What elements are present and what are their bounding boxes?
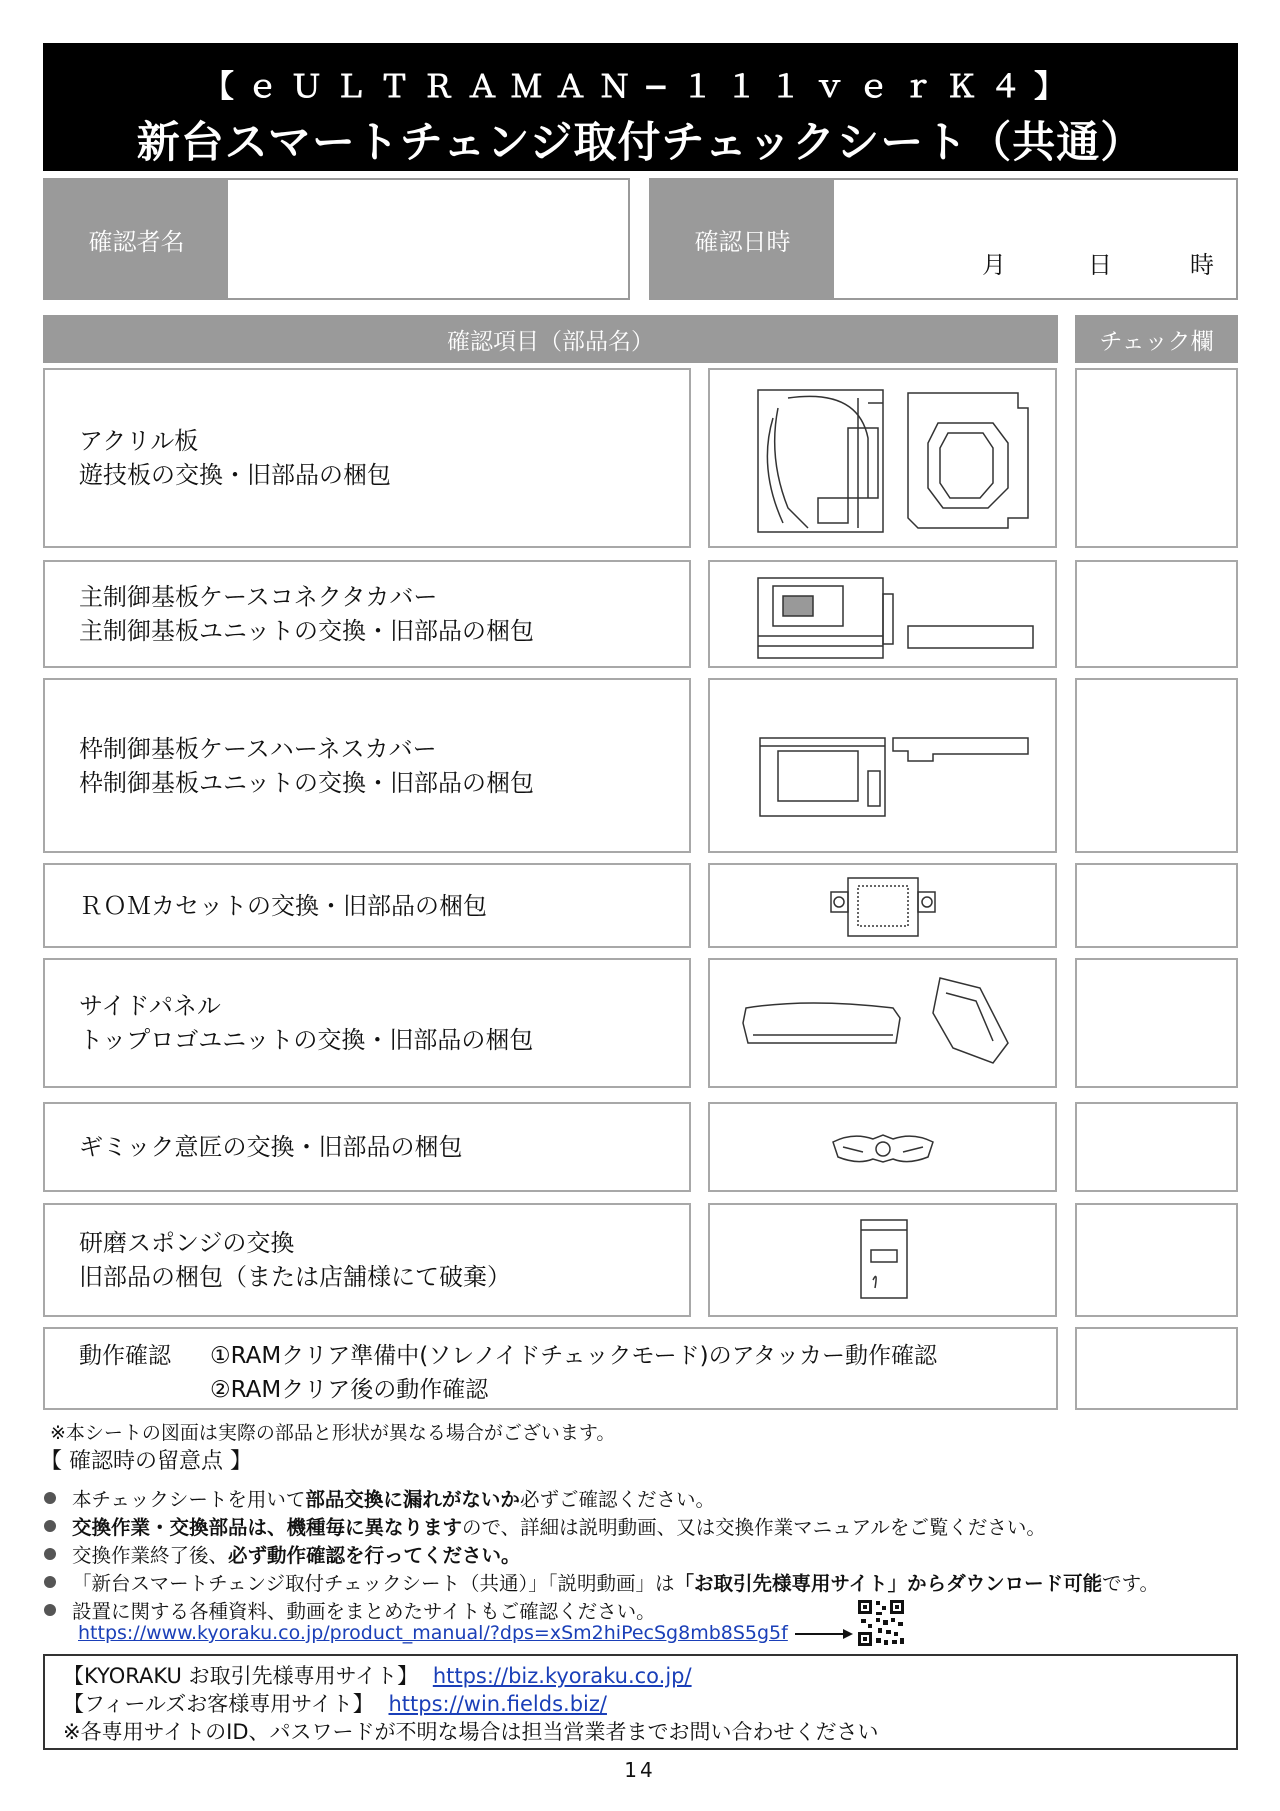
checker-name-label: 確認者名 bbox=[45, 180, 228, 298]
checkbox-cell[interactable] bbox=[1075, 368, 1238, 548]
checkbox-cell[interactable] bbox=[1075, 678, 1238, 853]
part-illustration-cell bbox=[708, 678, 1057, 853]
checkbox-cell[interactable] bbox=[1075, 958, 1238, 1088]
item-name: ギミック意匠の交換・旧部品の梱包 bbox=[79, 1133, 463, 1161]
check-date-box bbox=[649, 178, 1238, 300]
fields-site-line bbox=[63, 1690, 1236, 1718]
item-action: 主制御基板ユニットの交換・旧部品の梱包 bbox=[79, 617, 535, 645]
kyoraku-site-link[interactable]: https://biz.kyoraku.co.jp/ bbox=[432, 1664, 692, 1688]
gimmick-illustration bbox=[823, 1117, 943, 1177]
bullet-icon bbox=[44, 1520, 56, 1532]
dealer-sites-box bbox=[43, 1654, 1238, 1750]
note-item: 本チェックシートを用いて 部品交換に漏れがないか 必ずご確認ください。 bbox=[44, 1484, 715, 1512]
frame-board-illustration bbox=[718, 686, 1048, 846]
bullet-icon bbox=[44, 1604, 56, 1616]
arrow-right-icon bbox=[795, 1627, 855, 1641]
checkbox-cell[interactable] bbox=[1075, 560, 1238, 668]
bullet-icon bbox=[44, 1548, 56, 1560]
operation-check-row bbox=[43, 1327, 1058, 1410]
check-item-row bbox=[43, 368, 691, 548]
main-board-illustration bbox=[718, 566, 1048, 662]
item-action: 旧部品の梱包（または店舗様にて破棄） bbox=[79, 1263, 511, 1291]
day-label: 日 bbox=[1088, 251, 1112, 279]
item-name: ＲＯＭカセットの交換・旧部品の梱包 bbox=[79, 891, 487, 920]
check-item-row bbox=[43, 958, 691, 1088]
sponge-bag-illustration bbox=[843, 1210, 923, 1310]
check-item-row bbox=[43, 560, 691, 668]
check-column-header: チェック欄 bbox=[1075, 315, 1238, 363]
manual-url-link[interactable]: https://www.kyoraku.co.jp/product_manual/?dps=xSm2hiPecSg8mb8S5g5f bbox=[78, 1622, 788, 1644]
checkbox-cell[interactable] bbox=[1075, 863, 1238, 948]
rom-cassette-illustration bbox=[823, 870, 943, 942]
bullet-icon bbox=[44, 1576, 56, 1588]
fields-site-label: 【フィールズお客様専用サイト】 bbox=[63, 1692, 374, 1716]
checkbox-cell[interactable] bbox=[1075, 1203, 1238, 1317]
checker-name-field[interactable] bbox=[228, 180, 628, 298]
month-label: 月 bbox=[982, 251, 1006, 279]
part-illustration-cell bbox=[708, 368, 1057, 548]
check-item-row bbox=[43, 1102, 691, 1192]
model-subtitle: 【ｅＵＬＴＲＡＭＡＮ−１１１ｖｅｒＫ４】 bbox=[203, 69, 1078, 105]
site-credentials-note: ※各専用サイトのID、パスワードが不明な場合は担当営業者までお問い合わせください bbox=[63, 1720, 879, 1744]
part-illustration-cell bbox=[708, 560, 1057, 668]
note-item: 交換作業・交換部品は、機種毎に異なります ので、詳細は説明動画、又は交換作業マニュアルをご覧ください。 bbox=[44, 1512, 1046, 1540]
operation-check-item-1: ①RAMクリア準備中(ソレノイドチェックモード)のアタッカー動作確認 bbox=[210, 1343, 937, 1369]
part-illustration-cell bbox=[708, 1102, 1057, 1192]
note-item: 交換作業終了後、 必ず動作確認を行ってください。 bbox=[44, 1540, 521, 1568]
side-panel-illustration bbox=[718, 963, 1048, 1083]
kyoraku-site-line bbox=[63, 1662, 1236, 1690]
kyoraku-site-label: 【KYORAKU お取引先様専用サイト】 bbox=[63, 1664, 419, 1688]
item-name: アクリル板 bbox=[79, 427, 199, 455]
checker-name-box bbox=[43, 178, 630, 300]
notes-heading: 【 確認時の留意点 】 bbox=[40, 1449, 252, 1474]
check-date-field[interactable] bbox=[834, 180, 1236, 298]
item-name: サイドパネル bbox=[79, 992, 221, 1020]
check-item-row bbox=[43, 678, 691, 853]
item-action: 枠制御基板ユニットの交換・旧部品の梱包 bbox=[79, 768, 535, 797]
disclaimer: ※本シートの図面は実際の部品と形状が異なる場合がございます。 bbox=[50, 1422, 616, 1444]
part-illustration-cell bbox=[708, 863, 1057, 948]
item-action: トップロゴユニットの交換・旧部品の梱包 bbox=[79, 1026, 534, 1054]
bullet-icon bbox=[44, 1492, 56, 1504]
items-column-header: 確認項目（部品名） bbox=[43, 315, 1058, 363]
part-illustration-cell bbox=[708, 958, 1057, 1088]
page-title: 新台スマートチェンジ取付チェックシート（共通） bbox=[136, 118, 1145, 168]
item-name: 枠制御基板ケースハーネスカバー bbox=[79, 734, 437, 763]
item-name: 研磨スポンジの交換 bbox=[79, 1229, 295, 1257]
check-item-row bbox=[43, 863, 691, 948]
operation-check-item-2: ②RAMクリア後の動作確認 bbox=[210, 1377, 489, 1403]
operation-check-label: 動作確認 bbox=[79, 1343, 171, 1369]
qr-code-icon[interactable] bbox=[856, 1598, 906, 1648]
check-item-row bbox=[43, 1203, 691, 1317]
item-name: 主制御基板ケースコネクタカバー bbox=[79, 583, 438, 611]
note-item: 「新台スマートチェンジ取付チェックシート（共通）」「説明動画」は 「お取引先様専用サイト」からダウンロード可能 です。 bbox=[44, 1568, 1159, 1596]
item-action: 遊技板の交換・旧部品の梱包 bbox=[79, 461, 391, 489]
checkbox-cell[interactable] bbox=[1075, 1327, 1238, 1410]
part-illustration-cell bbox=[708, 1203, 1057, 1317]
note-item: 設置に関する各種資料、動画をまとめたサイトもご確認ください。 bbox=[44, 1596, 656, 1624]
title-banner bbox=[43, 43, 1238, 171]
check-date-label: 確認日時 bbox=[651, 180, 834, 298]
checkbox-cell[interactable] bbox=[1075, 1102, 1238, 1192]
acrylic-board-illustration bbox=[718, 378, 1048, 538]
hour-label: 時 bbox=[1190, 251, 1214, 279]
fields-site-link[interactable]: https://win.fields.biz/ bbox=[388, 1692, 607, 1716]
page-number: 14 bbox=[624, 1758, 656, 1782]
